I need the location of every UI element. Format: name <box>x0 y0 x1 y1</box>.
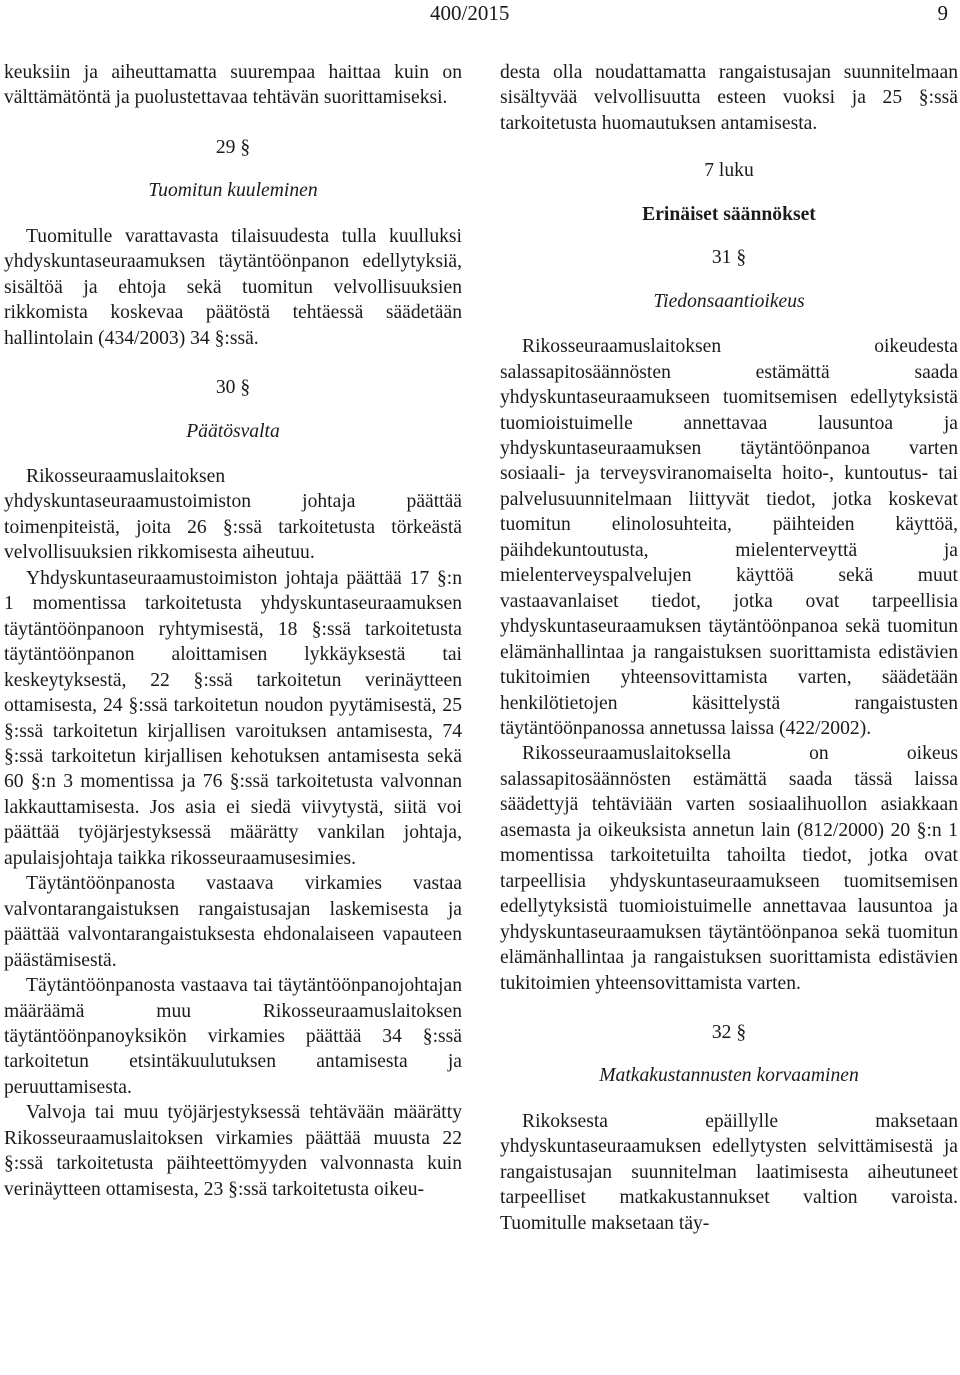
section-title-29: Tuomitun kuuleminen <box>148 180 318 202</box>
section-31-paragraph-1: Rikosseuraamuslaitoksen oikeudesta salassapitosäännösten estämättä saada yhdyskuntaseuraamukseen tuomitsemisen edellytyksistä tuomioistuimelle annettavaa lausuntoa ja yhdyskuntaseuraamuksen täytäntöönpanoa varten sosiaali- ja terveysviranomaiselta hoito-, kuntoutus- tai palvelusuunnitelmaan liittyvät tiedot, jotka koskevat tuomitun elinolosuhteita, päihteiden käyttöä, päihdekuntoutusta, mielenterveyttä ja mielenterveyspalvelujen käyttöä sekä muut vastaavanlaiset tiedot, jotka ovat tarpeellisia yhdyskuntaseuraamuksen täytäntöönpanoa sekä tuomitun elämänhallintaa ja rangaistuksen suorittamista edistävien tukitoimien yhteensovittamista varten, säädetään henkilötietojen käsittelystä rangaistusten täytäntöönpanossa annetussa laissa (422/2002). <box>500 336 958 739</box>
section-30-paragraph-3: Täytäntöönpanosta vastaava virkamies vastaa valvontarangaistuksen rangaistusajan laskemisesta ja päättää valvontarangaistuksesta ehdonalaiseen vapauteen päästämisestä. <box>4 873 462 971</box>
section-number-30: 30 § <box>215 377 251 399</box>
continued-paragraph: keuksiin ja aiheuttamatta suurempaa haittaa kuin on välttämätöntä ja puolustettavaa tehtävän suorittamiseksi. <box>4 62 462 109</box>
section-number-29: 29 § <box>215 136 251 158</box>
section-30-paragraph-5: Valvoja tai muu työjärjestyksessä tehtävään määrätty Rikosseuraamuslaitoksen virkamies päättää muusta 22 §:ssä tarkoitetusta päihteettömyyden valvonnasta kuin verinäytteen ottamisesta, 23 §:ssä tarkoitetusta oikeu- <box>4 1102 462 1200</box>
section-number-32: 32 § <box>711 1021 747 1043</box>
section-title-31: Tiedonsaantioikeus <box>653 290 805 312</box>
issue-number: 400/2015 <box>430 1 510 25</box>
left-column <box>4 60 462 1202</box>
section-31-paragraph-2: Rikosseuraamuslaitoksella on oikeus salassapitosäännösten estämättä saada tässä laissa säädettyjä tehtäviään varten sosiaalihuollon asiakkaan asemasta ja oikeuksista annetun lain (812/2000) 20 §:n 1 momentissa tarkoitetuilta tahoilta tiedot, jotka ovat tarpeellisia yhdyskuntaseuraamukseen tuomitsemisen edellytyksistä tuomioistuimelle annettavaa lausuntoa ja yhdyskuntaseuraamuksen täytäntöönpanoa sekä tuomitun elämänhallintaa ja rangaistuksen suorittamista edistävien tukitoimien yhteensovittamista varten. <box>500 743 958 994</box>
section-32-paragraph: Rikoksesta epäillylle maksetaan yhdyskuntaseuraamuksen edellytysten selvittämisestä ja rangaistusajan suunnitelman laatimisesta aiheutuneet tarpeelliset matkakustannukset valtion varoista. Tuomitulle maksetaan täy- <box>500 1110 958 1234</box>
page-header <box>0 0 960 30</box>
chapter-title: Erinäiset säännökset <box>642 203 816 225</box>
section-title-30: Päätösvalta <box>186 420 280 442</box>
section-30-paragraph-1: Rikosseuraamuslaitoksen yhdyskuntaseuraamustoimiston johtaja päättää toimenpiteistä, joita 26 §:ssä tarkoitetusta törkeästä velvollisuuksien rikkomisesta aiheutuu. <box>4 465 462 564</box>
section-title-32: Matkakustannusten korvaaminen <box>599 1065 859 1087</box>
section-29-paragraph: Tuomitulle varattavasta tilaisuudesta tulla kuulluksi yhdyskuntaseuraamuksen täytäntöönpanon edellytyksiä, sisältöä ja ehtoja sekä tuomitun velvollisuuksien rikkomista koskevaa päätöstä tehtäessä säädetään hallintolain (434/2003) 34 §:ssä. <box>4 225 462 349</box>
section-number-31: 31 § <box>711 247 747 269</box>
page-number: 9 <box>937 1 948 25</box>
chapter-number: 7 luku <box>704 160 754 182</box>
continued-paragraph-right: desta olla noudattamatta rangaistusajan suunnitelmaan sisältyvää velvollisuutta esteen vuoksi ja 25 §:ssä tarkoitetusta huomautuksen antamisesta. <box>500 62 958 134</box>
right-column <box>500 60 958 1236</box>
section-30-paragraph-4: Täytäntöönpanosta vastaava tai täytäntöönpanojohtajan määräämä muu Rikosseuraamuslaitoksen täytäntöönpanoyksikön virkamies päättää 34 §:ssä tarkoitetun etsintäkuulutuksen antamisesta ja peruuttamisesta. <box>4 975 462 1098</box>
section-30-paragraph-2: Yhdyskuntaseuraamustoimiston johtaja päättää 17 §:n 1 momentissa tarkoitetusta yhdyskuntaseuraamuksen täytäntöönpanoon ryhtymisestä, 18 §:ssä tarkoitetusta täytäntöönpanon aloittamisen lykkäyksestä tai keskeytyksestä, 22 §:ssä tarkoitetun verinäytteen ottamisesta, 24 §:ssä tarkoitetun noudon pyytämisestä, 25 §:ssä tarkoitetun kirjallisen varoituksen antamisesta, 74 §:ssä tarkoitetun kirjallisen kehotuksen antamisesta sekä 60 §:n 3 momentissa ja 76 §:ssä tarkoitetusta valvonnan lakkauttamisesta. Jos asia ei siedä viivytystä, siitä voi päättää työjärjestyksessä määrätty vankilan johtaja, apulaisjohtaja taikka rikosseuraamusesimies. <box>4 567 462 869</box>
